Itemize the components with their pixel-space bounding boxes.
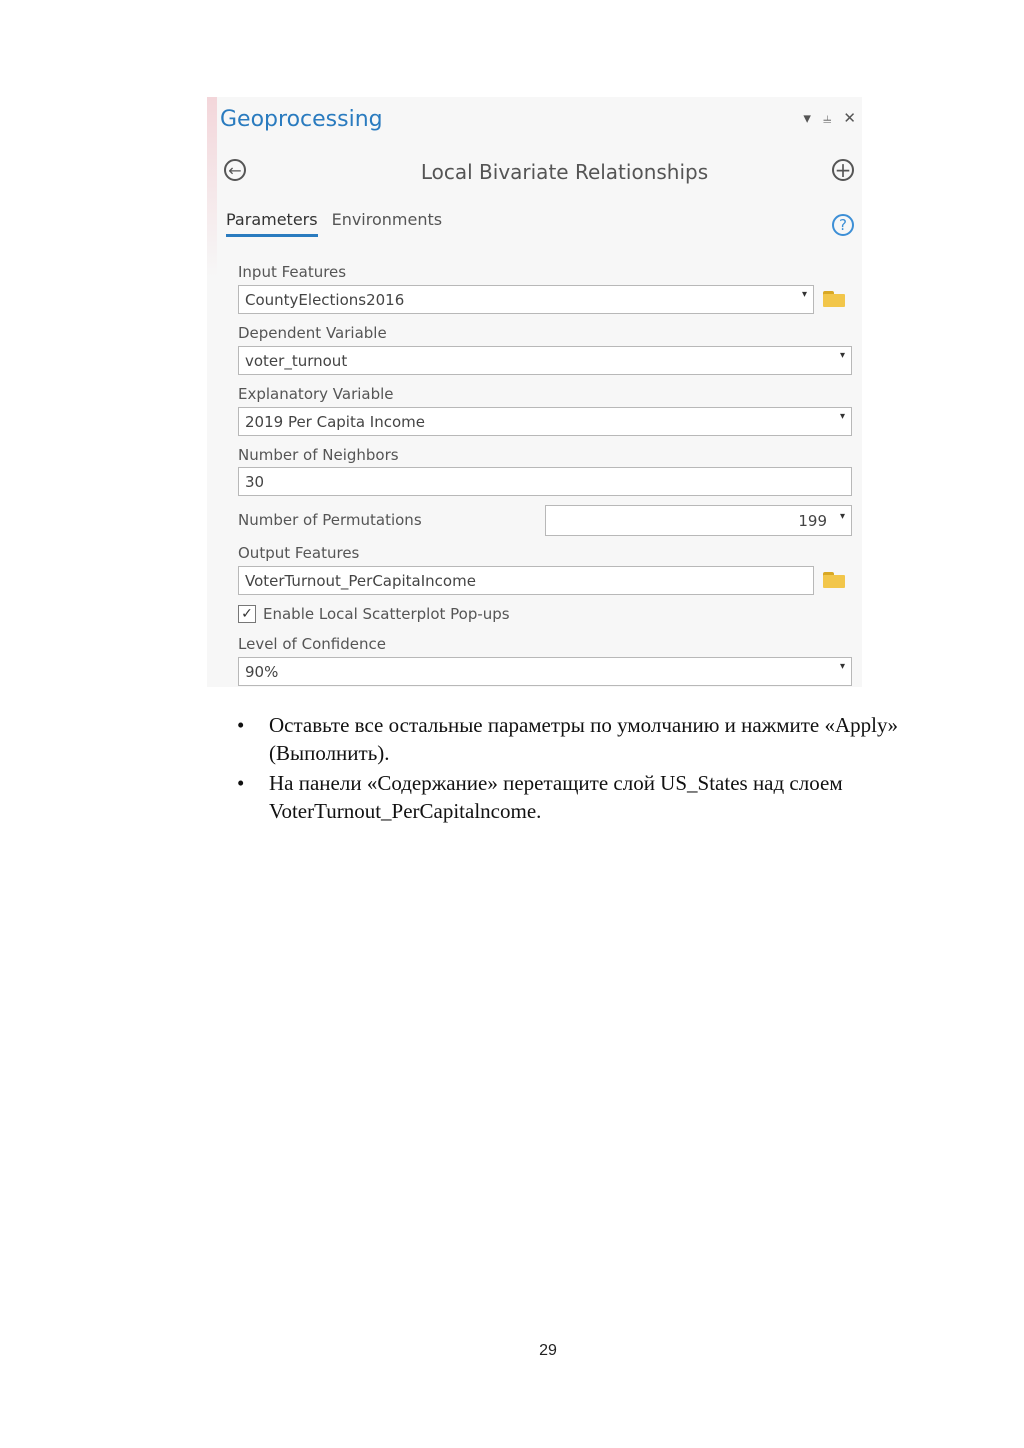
input-features-label: Input Features xyxy=(238,263,347,281)
window-controls xyxy=(803,109,856,127)
input-features-dropdown[interactable] xyxy=(238,285,814,314)
pin-icon[interactable]: ⫨ xyxy=(822,109,832,127)
enable-popups-checkbox[interactable] xyxy=(238,605,256,623)
chevron-down-icon: ▾ xyxy=(839,350,845,361)
list-item xyxy=(237,711,957,767)
output-features-input[interactable] xyxy=(238,566,814,595)
tab-environments[interactable]: Environments xyxy=(331,210,443,229)
level-of-confidence-value: 90% xyxy=(245,663,279,681)
back-arrow-icon[interactable]: ← xyxy=(224,159,246,181)
dependent-variable-dropdown[interactable] xyxy=(238,346,852,375)
chevron-down-icon: ▾ xyxy=(801,289,807,300)
tab-parameters[interactable]: Parameters xyxy=(226,210,318,237)
output-features-label: Output Features xyxy=(238,544,360,562)
number-of-permutations-value: 199 xyxy=(798,512,827,530)
level-of-confidence-dropdown[interactable] xyxy=(238,657,852,686)
number-of-permutations-label: Number of Permutations xyxy=(238,511,422,529)
tool-title: Local Bivariate Relationships xyxy=(420,160,709,184)
chevron-down-icon: ▾ xyxy=(839,411,845,422)
close-icon[interactable]: ✕ xyxy=(843,109,856,127)
page-number: 29 xyxy=(539,1342,557,1359)
checkmark-icon: ✓ xyxy=(241,606,253,622)
level-of-confidence-label: Level of Confidence xyxy=(238,635,386,653)
tab-bar xyxy=(226,210,442,237)
instruction-list xyxy=(237,711,957,827)
number-of-neighbors-label: Number of Neighbors xyxy=(238,446,399,464)
input-features-value: CountyElections2016 xyxy=(245,291,405,309)
explanatory-variable-dropdown[interactable] xyxy=(238,407,852,436)
bullet-icon: • xyxy=(237,713,245,737)
output-features-value: VoterTurnout_PerCapitaIncome xyxy=(245,572,476,590)
instruction-text: Оставьте все остальные параметры по умолчанию и нажмите «Apply» (Выполнить). xyxy=(269,713,898,765)
folder-body-shape xyxy=(823,294,845,307)
tool-header xyxy=(207,155,862,189)
chevron-down-icon: ▾ xyxy=(839,511,845,522)
help-icon[interactable]: ? xyxy=(832,214,854,236)
instruction-text: На панели «Содержание» перетащите слой US_States над слоем VoterTurnout_PerCapitalncome. xyxy=(269,771,843,823)
number-of-neighbors-input[interactable] xyxy=(238,467,852,496)
browse-folder-icon[interactable] xyxy=(823,291,845,307)
explanatory-variable-value: 2019 Per Capita Income xyxy=(245,413,426,431)
dependent-variable-value: voter_turnout xyxy=(245,352,348,370)
explanatory-variable-label: Explanatory Variable xyxy=(238,385,394,403)
bullet-icon: • xyxy=(237,771,245,795)
number-of-neighbors-value: 30 xyxy=(245,473,265,491)
number-of-permutations-dropdown[interactable] xyxy=(545,505,852,536)
enable-popups-label: Enable Local Scatterplot Pop-ups xyxy=(263,605,510,623)
add-plus-icon[interactable]: + xyxy=(832,159,854,181)
browse-folder-icon[interactable] xyxy=(823,572,845,588)
pane-menu-icon[interactable]: ▾ xyxy=(803,109,811,127)
pane-title: Geoprocessing xyxy=(220,107,383,132)
geoprocessing-pane-screenshot xyxy=(207,97,862,687)
list-item xyxy=(237,769,957,825)
chevron-down-icon: ▾ xyxy=(839,661,845,672)
enable-popups-option[interactable] xyxy=(238,605,510,623)
folder-body-shape xyxy=(823,575,845,588)
dependent-variable-label: Dependent Variable xyxy=(238,324,387,342)
